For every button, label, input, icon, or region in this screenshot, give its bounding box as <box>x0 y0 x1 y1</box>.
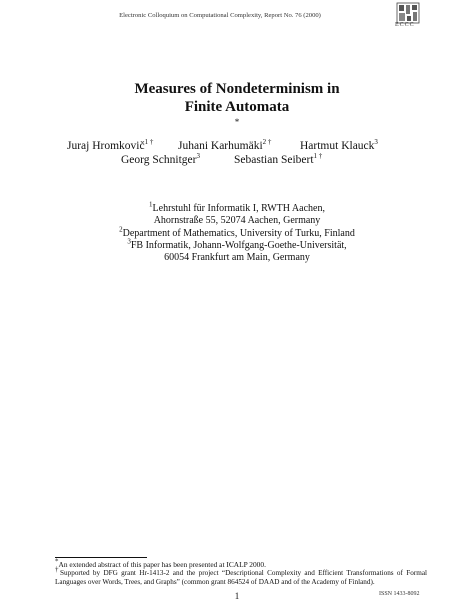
affiliation-line: 60054 Frankfurt am Main, Germany <box>164 252 310 264</box>
footnote <box>55 565 428 586</box>
author-sup: 3 <box>196 152 200 161</box>
footnote-text: An extended abstract of this paper has been presented at ICALP 2000. <box>58 560 266 569</box>
author-sup: 1 † <box>313 152 323 161</box>
running-header: Electronic Colloquium on Computational Complexity, Report No. 76 (2000) <box>119 12 321 19</box>
author-sup: 2 † <box>262 138 272 147</box>
affiliation-line: Ahornstraße 55, 52074 Aachen, Germany <box>153 215 321 227</box>
author-name: Juraj Hromkovič <box>67 140 145 152</box>
author <box>178 140 271 152</box>
footnote-text: Supported by DFG grant Hr-1413-2 and the project “Descriptional Complexity and Efficient Transformations of Formal Languages over Words, Trees, and Graphs” (common grant 864524 of DAAD and of the Academy of Finland). <box>55 569 428 586</box>
author-name: Juhani Karhumäki <box>178 140 263 152</box>
author <box>300 140 378 152</box>
footnote-rule <box>55 557 147 558</box>
author <box>234 154 322 166</box>
affiliation-line <box>0 225 474 240</box>
author-sup: 3 <box>374 138 378 147</box>
affiliation-text: Department of Mathematics, University of Turku, Finland <box>122 227 355 239</box>
affiliation-line <box>0 200 474 215</box>
title-footnote-marker: * <box>234 117 240 127</box>
footnote-mark: * <box>55 557 59 566</box>
affiliation-text: FB Informatik, Johann-Wolfgang-Goethe-Universität, <box>130 239 347 251</box>
author-name: Hartmut Klauck <box>300 140 375 152</box>
title-line-2: Finite Automata <box>184 99 290 115</box>
affiliation-sup: 3 <box>127 237 131 246</box>
footnote-mark: † <box>55 565 61 574</box>
logo-text: ECCC <box>395 22 415 28</box>
affiliation-sup: 1 <box>149 200 153 209</box>
author-sup: 1 † <box>144 138 154 147</box>
paper-title <box>0 80 474 116</box>
affiliation-line <box>0 237 474 252</box>
title-line-1: Measures of Nondeterminism in <box>134 81 340 97</box>
affiliation-sup: 2 <box>119 225 123 234</box>
eccc-logo-icon <box>396 2 420 24</box>
author-name: Georg Schnitger <box>121 154 197 166</box>
author <box>121 154 200 166</box>
affiliations <box>0 200 474 264</box>
footnote <box>55 557 427 569</box>
author-name: Sebastian Seibert <box>234 154 314 166</box>
issn: ISSN 1433-8092 <box>379 591 420 597</box>
author <box>67 140 153 152</box>
page-number: 1 <box>234 591 240 601</box>
affiliation-text: Lehrstuhl für Informatik I, RWTH Aachen, <box>152 203 325 214</box>
